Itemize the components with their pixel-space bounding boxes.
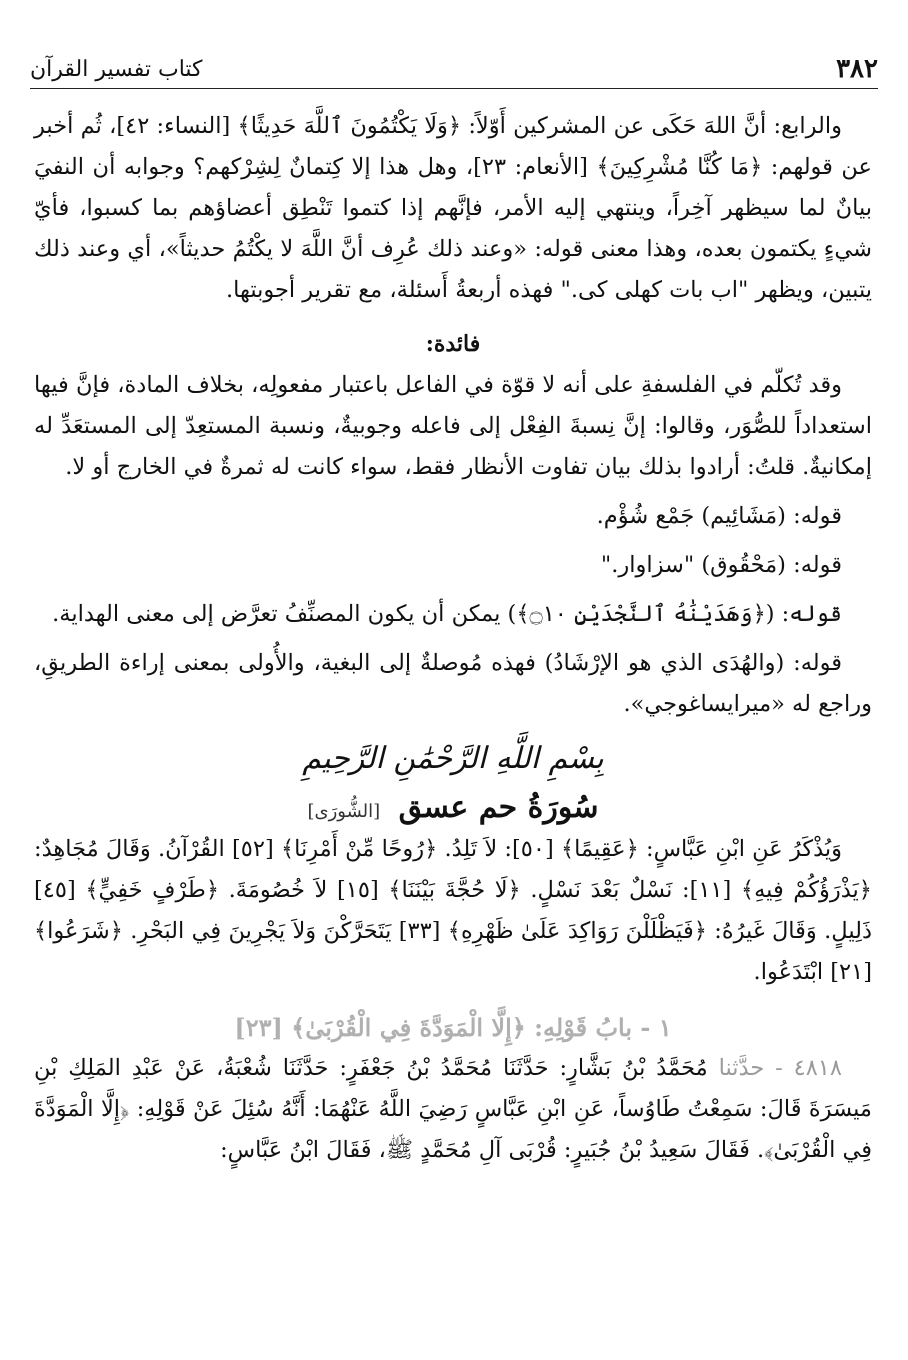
- note-najdayn: قوله: (﴿وَهَدَيْنَٰهُ ٱلنَّجْدَيْنِ ۝١٠﴾) يمكن أن يكون المصنِّفُ تعرَّض إلى معنى الهداية.: [52, 601, 842, 627]
- surah-name: سُورَةُ حم عسق: [398, 790, 599, 825]
- bismillah: بِسْمِ اللَّهِ الرَّحْمَٰنِ الرَّحِيمِ: [302, 741, 604, 776]
- page-content: [34, 106, 872, 1171]
- hadith-text: [34, 1048, 872, 1171]
- note-mahquq: قوله: (مَحْقُوق) "سزاوار.": [600, 552, 842, 578]
- hadith-number: ٤٨١٨ - حدَّثنا: [718, 1055, 842, 1081]
- surah-glossary-text: وَيُذْكَرُ عَنِ ابْنِ عَبَّاسٍ: ﴿عَقِيمًا﴾ [٥٠]: لاَ تَلِدُ. ﴿رُوحًا مِّنْ أَمْرِنَا﴾ [٥٢] القُرْآنُ. وَقَالَ مُجَاهِدٌ: ﴿يَذْرَؤُكُمْ فِيهِ﴾ [١١]: نَسْلٌ بَعْدَ نَسْلٍ. ﴿لَا حُجَّةَ بَيْنَنَا﴾ [١٥] لاَ خُصُومَةَ. ﴿طَرْفٍ خَفِيٍّ﴾ [٤٥] ذَلِيلٍ. وَقَالَ غَيرُهُ: ﴿فَيَظْلَلْنَ رَوَاكِدَ عَلَىٰ ظَهْرِهِ﴾ [٣٣] يَتَحَرَّكْنَ وَلاَ يَجْرِينَ فِي البَحْرِ. ﴿شَرَعُوا﴾ [٢١] ابْتَدَعُوا.: [34, 836, 872, 985]
- page-number: ٣٨٢: [836, 54, 878, 84]
- fourth-point-paragraph: والرابع: أنَّ اللهَ حَكَى عن المشركين أَوّلاً: ﴿وَلَا يَكْتُمُونَ ٱللَّهَ حَدِيثًا﴾ [النساء: ٤٢]، ثُم أخبر عن قولهم: ﴿مَا كُنَّا مُشْرِكِينَ﴾ [الأنعام: ٢٣]، وهل هذا إلا كِتمانٌ لِشِرْكهم؟ وجوابه أن النفيَ بيانٌ لما سيظهر آخِراً، وينتهي إليه الأمر، فإنَّهم إذا كتموا تَنْطِق أعضاؤهم بما كسبوا، فأيّ شيءٍ يكتمون بعده، وهذا معنى قوله: «وعند ذلك عُرِف أنَّ اللَّهَ لا يكْتُمُ حديثاً»، أي وعند ذلك يتبين، ويظهر "اب بات كهلى كى." فهذه أربعةُ أَسئلة، مع تقرير أجوبتها.: [34, 113, 872, 303]
- surah-title: [34, 790, 872, 825]
- faida-heading: فائدة:: [425, 331, 481, 357]
- page-header: [30, 44, 878, 89]
- faida-paragraph: وقد تُكلّم في الفلسفةِ على أنه لا قوّة في الفاعل باعتبار مفعولِه، بخلاف المادة، فإنَّ فيها استعداداً للصُّوَر، وقالوا: إنَّ نِسبةَ الفِعْل إلى فاعله وجوبيةٌ، ونسبة المستعِدّ إلى المستعَدِّ له إمكانيةٌ. قلتُ: أرادوا بذلك بيان تفاوت الأنظار فقط، سواء كانت له ثمرةٌ في الخارج أو لا.: [34, 372, 872, 480]
- surah-subtitle: [الشُّورَى]: [307, 801, 381, 822]
- hadith-block: [34, 1048, 872, 1171]
- book-title: كتاب تفسير القرآن: [30, 57, 203, 82]
- note-huda: قوله: (والهُدَى الذي هو الإرْشَادُ) فهذه مُوصلةٌ إلى البغية، والأُولى بمعنى إراءة الطريقِ، وراجع له «ميرايساغوجي».: [34, 650, 872, 717]
- note-mashaim: قوله: (مَشَائِيم) جَمْع شُؤْم.: [596, 503, 842, 529]
- hadith-body: مُحَمَّدُ بْنُ بَشَّارٍ: حَدَّثَنَا مُحَمَّدُ بْنُ جَعْفَرٍ: حَدَّثَنَا شُعْبَةُ، عَنْ عَبْدِ المَلِكِ بْنِ مَيسَرَةَ قَالَ: سَمِعْتُ طَاوُساً، عَنِ ابْنِ عَبَّاسٍ رَضِيَ اللَّهُ عَنْهُمَا: أَنَّهُ سُئِلَ عَنْ قَوْلِهِ: ﴿إِلَّا الْمَوَدَّةَ فِي الْقُرْبَىٰ﴾. فَقَالَ سَعِيدُ بْنُ جُبَيرٍ: قُرْبَى آلِ مُحَمَّدٍ ﷺ، فَقَالَ ابْنُ عَبَّاسٍ:: [34, 1055, 872, 1163]
- bab-heading: ١ - بابُ قَوْلِهِ: ﴿إِلَّا الْمَوَدَّةَ فِي الْقُرْبَىٰ﴾ [٢٣]: [234, 1013, 672, 1042]
